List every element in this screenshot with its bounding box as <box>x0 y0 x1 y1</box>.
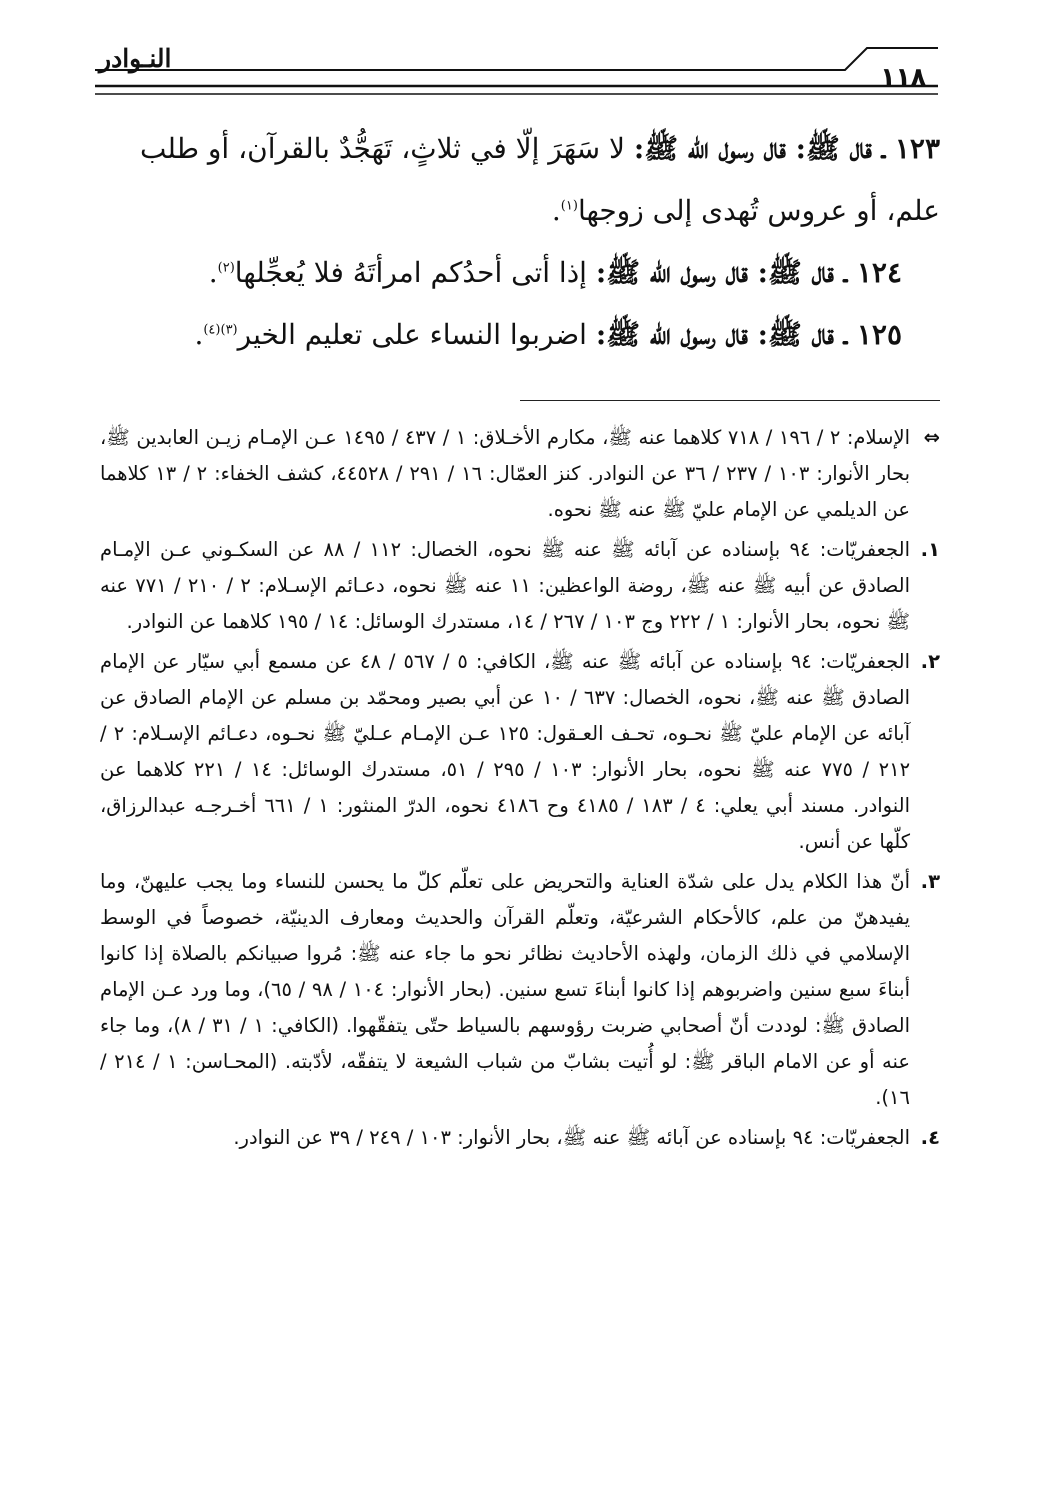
hadith-end: . <box>208 256 218 289</box>
hadith-text: لا سَهَرَ إلّا في ثلاثٍ، تَهَجُّدٌ بالقرآن، أو طلب علم، أو عروس تُهدى إلى زوجها <box>139 132 940 227</box>
footnote-2 <box>100 644 940 860</box>
footnote-ref: (١) <box>560 198 578 214</box>
footnote-ref: (٣)(٤) <box>203 322 238 338</box>
footnote-number: ١. <box>920 538 940 561</box>
hadith-end: . <box>194 318 204 351</box>
hadith-text: إذا أتى أحدُكم امرأتَهُ فلا يُعجِّلها <box>234 256 587 289</box>
page-header <box>95 36 938 100</box>
hadith-lead: ١٢٤ ـ قال ﷺ: قال رسول الله ﷺ: <box>595 256 902 289</box>
footnote-continued <box>100 420 940 528</box>
footnote-3 <box>100 864 940 1116</box>
header-rule-ornament <box>95 36 938 100</box>
main-text <box>100 118 940 366</box>
footnote-4 <box>100 1120 940 1156</box>
hadith-123 <box>100 118 940 242</box>
footnote-1 <box>100 532 940 640</box>
footnote-continuation-mark: ⇔ <box>923 426 940 449</box>
hadith-end: . <box>551 194 561 227</box>
hadith-124 <box>100 242 940 304</box>
hadith-125 <box>100 304 940 366</box>
footnote-number: ٤. <box>920 1126 940 1149</box>
hadith-lead: ١٢٣ ـ قال ﷺ: قال رسول الله ﷺ: <box>633 132 940 165</box>
running-title: النـوادر <box>99 44 172 73</box>
footnote-text: الإسلام: ٢ / ١٩٦ / ٧١٨ كلاهما عنه ﷺ، مكارم الأخـلاق: ١ / ٤٣٧ / ١٤٩٥ عـن الإمـام زيـن العابدين ﷺ، بحار الأنوار: ١٠٣ / ٢٣٧ / ٣٦ عن النوادر. كنز العمّال: ١٦ / ٢٩١ / ٤٤٥٢٨، كشف الخفاء: ٢ / ١٣ كلاهما عن الديلمي عن الإمام عليّ ﷺ عنه ﷺ نحوه. <box>100 426 911 521</box>
hadith-text: اضربوا النساء على تعليم الخير <box>237 318 587 351</box>
footnote-number: ٣. <box>920 870 940 893</box>
footnote-number: ٢. <box>920 650 940 673</box>
page-number: ١١٨ <box>880 62 926 91</box>
hadith-lead: ١٢٥ ـ قال ﷺ: قال رسول الله ﷺ: <box>595 318 902 351</box>
footnote-text: الجعفريّات: ٩٤ بإسناده عن آبائه ﷺ عنه ﷺ، بحار الأنوار: ١٠٣ / ٢٤٩ / ٣٩ عن النوادر. <box>233 1126 910 1149</box>
footnote-text: أنّ هذا الكلام يدل على شدّة العناية والتحريض على تعلّم كلّ ما يحسن للنساء وما يجب عليهنّ، وما يفيدهنّ من علم، كالأحكام الشرعيّة، وتعلّم القرآن والحديث ومعارف الدينيّة، خصوصاً في الوسط الإسلامي في ذلك الزمان، ولهذه الأحاديث نظائر نحو ما جاء عنه ﷺ: مُروا صبيانكم بالصلاة إذا كانوا أبناءَ سبع سنين واضربوهم إذا كانوا أبناءَ تسع سنين. (بحار الأنوار: ١٠٤ / ٩٨ / ٦٥)، وما ورد عـن الإمام الصادق ﷺ: لوددت أنّ أصحابي ضربت رؤوسهم بالسياط حتّى يتفقّهوا. (الكافي: ١ / ٣١ / ٨)، وما جاء عنه أو عن الامام الباقر ﷺ: لو أُتيت بشابّ من شباب الشيعة لا يتفقّه، لأدّبته. (المحـاسن: ١ / ٢١٤ / ١٦). <box>100 870 911 1109</box>
footnote-text: الجعفريّات: ٩٤ بإسناده عن آبائه ﷺ عنه ﷺ، الكافي: ٥ / ٥٦٧ / ٤٨ عن مسمع أبي سيّار عن الإمام الصادق ﷺ عنه ﷺ، نحوه، الخصال: ٦٣٧ / ١٠ عن أبي بصير ومحمّد بن مسلم عن الإمام الصادق عن آبائه عن الإمام عليّ ﷺ نحـوه، تحـف العـقول: ١٢٥ عـن الإمـام عـليّ ﷺ نحـوه، دعـائم الإسـلام: ٢ / ٢١٢ / ٧٧٥ عنه ﷺ نحوه، بحار الأنوار: ١٠٣ / ٢٩٥ / ٥١، مستدرك الوسائل: ١٤ / ٢٢١ كلاهما عن النوادر. مسند أبي يعلي: ٤ / ١٨٣ / ٤١٨٥ وح ٤١٨٦ نحوه، الدرّ المنثور: ١ / ٦٦١ أخـرجـه عبدالرزاق، كلّها عن أنس. <box>100 650 911 853</box>
footnotes <box>100 420 940 1160</box>
footnote-separator <box>520 400 940 401</box>
footnote-ref: (٢) <box>217 260 235 276</box>
footnote-text: الجعفريّات: ٩٤ بإسناده عن آبائه ﷺ عنه ﷺ نحوه، الخصال: ١١٢ / ٨٨ عن السكـوني عـن الإمـام الصادق عن أبيه ﷺ عنه ﷺ، روضة الواعظين: ١١ عنه ﷺ نحوه، دعـائم الإسـلام: ٢ / ٢١٠ / ٧٧١ عنه ﷺ نحوه، بحار الأنوار: ١ / ٢٢٢ وج ١٠٣ / ٢٦٧ / ١٤، مستدرك الوسائل: ١٤ / ١٩٥ كلاهما عن النوادر. <box>100 538 910 633</box>
